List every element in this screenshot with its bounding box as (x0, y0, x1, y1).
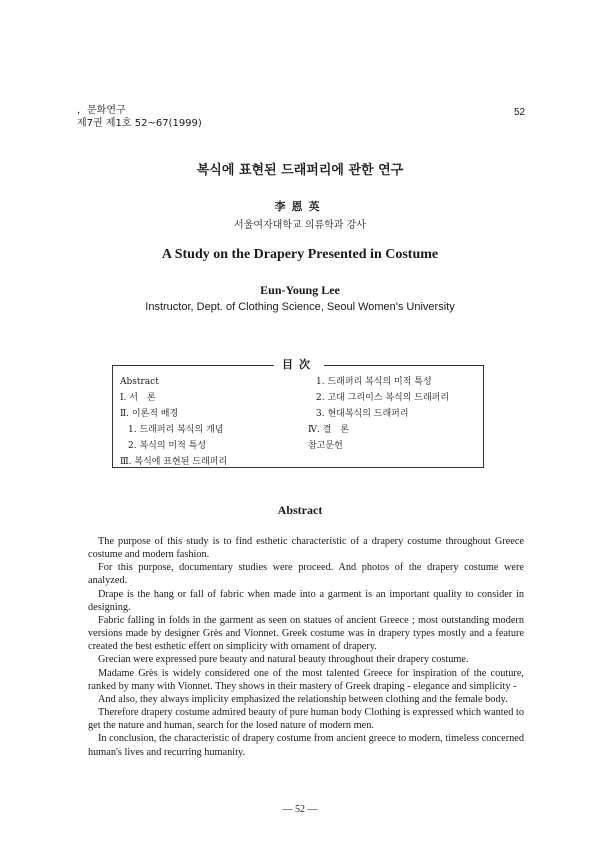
author-name-english: Eun-Young Lee (260, 283, 340, 297)
journal-name: ，문화연구 (77, 105, 126, 116)
abstract-body (88, 535, 524, 759)
toc-item: 2. 고대 그리이스 복식의 드래퍼리 (316, 393, 450, 403)
abstract-paragraph: Fabric falling in folds in the garment as seen on statues of ancient Greece ; most outstanding modern versions made by designer Grès and Vionnet. Greek costume was in drapery types mostly and a feature created the best esthetic effert on simplicity with ornament of drapery. (88, 614, 524, 653)
toc-item: Ⅰ. 서 론 (120, 393, 156, 403)
toc-item: 3. 현대복식의 드래퍼리 (316, 409, 409, 419)
abstract-paragraph: In conclusion, the characteristic of drapery costume from ancient greece to modern, timeless concerned human's lives and recurring humanity. (88, 733, 524, 758)
abstract-paragraph: Madame Grès is widely considered one of the most talented Greece for inspiration of the couture, ranked by many with Vionnet. They shows in their mastery of Greek draping - elegance and simplicity - (88, 667, 524, 692)
toc-right-column (308, 374, 449, 454)
abstract-paragraph: Grecian were expressed pure beauty and natural beauty throughout their drapery costume. (98, 654, 469, 666)
toc-left-column (120, 374, 227, 470)
toc-item: Ⅲ. 복식에 표현된 드래퍼리 (120, 457, 228, 467)
toc-item: Ⅱ. 이론적 배경 (120, 409, 179, 419)
author-name-korean: 李恩英 (274, 200, 326, 213)
abstract-heading: Abstract (277, 503, 323, 517)
toc-item: Ⅳ. 결 론 (308, 425, 350, 435)
affiliation-korean: 서울여자대학교 의류학과 강사 (234, 220, 366, 231)
paper-title-english: A Study on the Drapery Presented in Costume (161, 247, 439, 262)
abstract-paragraph: For this purpose, documentary studies were proceed. And photos of the drapery costume were analyzed. (88, 562, 524, 587)
footer-page-number: — 52 — (282, 804, 318, 815)
abstract-paragraph: Therefore drapery costume admired beauty of pure human body Clothing is expressed which wanted to get the nature and human, search for the losed nature of modern men. (88, 707, 524, 732)
toc-item: 1. 드래퍼리 복식의 미적 특성 (316, 377, 432, 387)
toc-heading: 目次 (274, 356, 324, 372)
toc-item: 1. 드래퍼리 복식의 개념 (128, 425, 224, 435)
volume-info: 제7권 제1호 52~67(1999) (77, 118, 202, 129)
page-number: 52 (514, 107, 526, 118)
abstract-paragraph: The purpose of this study is to find esthetic characteristic of a drapery costume throughout Greece costume and modern fashion. (88, 536, 524, 561)
affiliation-english: Instructor, Dept. of Clothing Science, Seoul Women's University (145, 301, 455, 313)
abstract-paragraph: Drape is the hang or fall of fabric when made into a garment is an important quality to consider in designing. (88, 588, 524, 613)
toc-item: 2. 복식의 미적 특성 (128, 441, 207, 451)
toc-item: 참고문헌 (308, 441, 343, 451)
abstract-paragraph: And also, they always implicity emphasized the relationship between clothing and the female body. (98, 693, 508, 705)
journal-info (77, 104, 202, 130)
paper-title-korean: 복식에 표현된 드래퍼리에 관한 연구 (196, 163, 404, 178)
toc-item: Abstract (120, 377, 159, 387)
